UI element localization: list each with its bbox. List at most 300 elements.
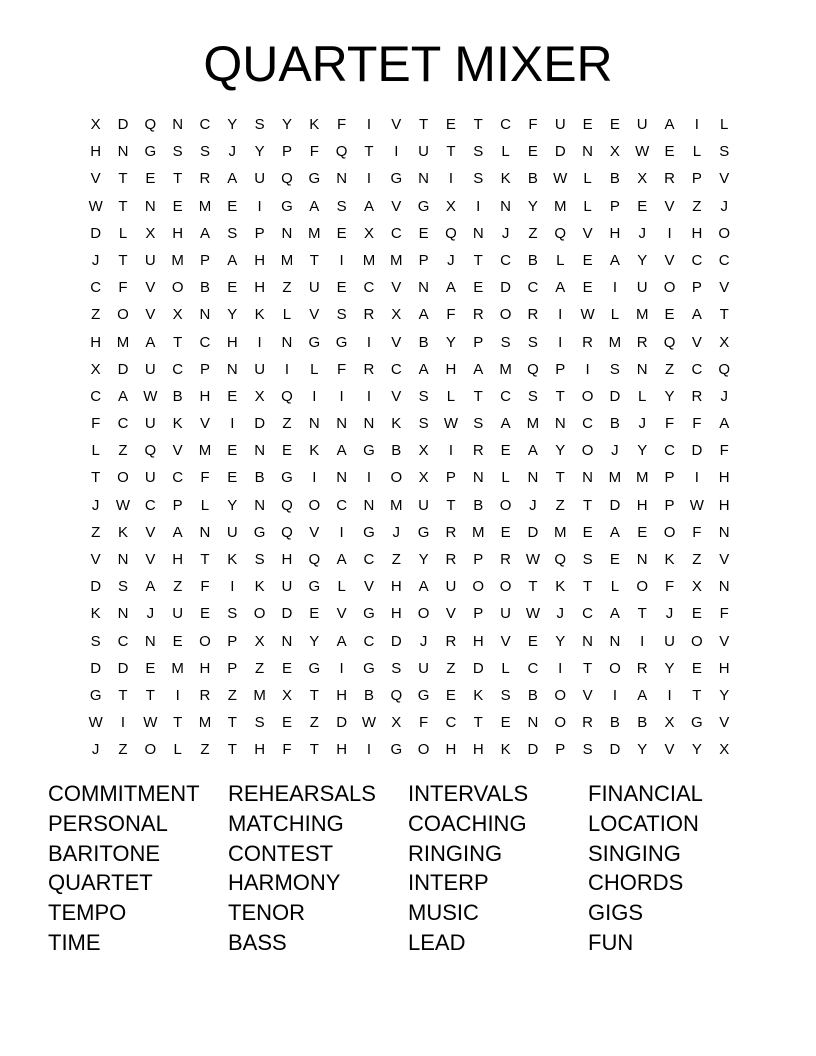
grid-letter: C: [144, 496, 156, 514]
grid-letter: D: [554, 143, 566, 161]
grid-letter: T: [473, 714, 483, 732]
grid-letter: V: [172, 442, 183, 460]
grid-letter: N: [472, 469, 484, 487]
word-column: [48, 779, 228, 958]
grid-letter: C: [664, 442, 675, 460]
grid-letter: C: [691, 360, 703, 378]
grid-letter: O: [171, 279, 184, 297]
grid-letter: P: [254, 224, 265, 242]
grid-letter: G: [363, 442, 375, 460]
grid-letter: B: [199, 279, 210, 297]
grid-letter: I: [612, 279, 617, 297]
grid-letter: E: [582, 116, 593, 133]
grid-letter: G: [308, 333, 321, 351]
grid-letter: Y: [637, 251, 648, 269]
grid-letter: N: [582, 469, 593, 487]
grid-letter: V: [719, 632, 730, 650]
grid-letter: A: [199, 224, 210, 242]
grid-letter: I: [366, 387, 372, 405]
grid-letter: E: [445, 686, 456, 704]
grid-letter: X: [418, 469, 429, 487]
grid-letter: M: [472, 523, 485, 541]
grid-letter: F: [719, 605, 729, 623]
grid-letter: G: [253, 523, 266, 541]
grid-letter: T: [582, 659, 593, 677]
grid-letter: O: [472, 578, 485, 596]
grid-letter: N: [527, 714, 539, 732]
grid-letter: L: [610, 306, 620, 324]
grid-letter: B: [473, 496, 484, 514]
grid-letter: A: [145, 333, 156, 351]
grid-letter: W: [689, 496, 704, 514]
grid-letter: S: [227, 605, 238, 623]
grid-letter: W: [115, 496, 131, 514]
grid-letter: V: [336, 605, 347, 623]
grid-letter: Q: [554, 224, 567, 242]
grid-letter: L: [556, 251, 565, 269]
grid-letter: T: [473, 116, 483, 133]
grid-letter: T: [309, 686, 319, 704]
grid-letter: A: [309, 197, 320, 215]
grid-letter: X: [609, 143, 620, 161]
grid-letter: V: [582, 224, 593, 242]
grid-letter: S: [473, 170, 484, 188]
grid-letter: L: [583, 197, 592, 215]
grid-letter: G: [308, 170, 321, 188]
grid-row: [82, 111, 738, 138]
grid-letter: U: [445, 578, 457, 596]
grid-letter: T: [364, 143, 374, 161]
grid-letter: C: [390, 224, 402, 242]
grid-letter: W: [635, 143, 650, 161]
grid-letter: K: [172, 415, 183, 433]
grid-letter: O: [663, 279, 676, 297]
grid-letter: F: [692, 523, 702, 541]
grid-letter: S: [90, 632, 101, 650]
grid-letter: U: [144, 251, 156, 269]
grid-letter: V: [363, 578, 374, 596]
grid-letter: D: [390, 632, 402, 650]
grid-letter: X: [719, 333, 730, 351]
word-list-item: HARMONY: [228, 870, 341, 896]
grid-letter: L: [501, 469, 510, 487]
grid-letter: L: [720, 116, 729, 133]
grid-letter: E: [199, 605, 210, 623]
grid-row: [82, 628, 738, 655]
grid-letter: Z: [91, 523, 101, 541]
grid-letter: D: [500, 279, 511, 297]
grid-letter: P: [227, 659, 238, 677]
grid-letter: K: [500, 170, 511, 188]
grid-letter: B: [172, 387, 183, 405]
grid-letter: I: [120, 714, 126, 732]
grid-letter: O: [499, 578, 512, 596]
grid-letter: O: [636, 578, 649, 596]
grid-letter: S: [117, 578, 128, 596]
grid-letter: O: [663, 523, 676, 541]
grid-letter: T: [118, 197, 128, 215]
grid-letter: V: [391, 333, 402, 351]
grid-row: [82, 329, 738, 356]
grid-letter: Y: [664, 659, 675, 677]
grid-letter: F: [692, 415, 702, 433]
grid-letter: U: [226, 523, 238, 541]
grid-letter: N: [281, 333, 293, 351]
grid-letter: E: [309, 605, 320, 623]
grid-letter: N: [718, 523, 730, 541]
word-list-item: PERSONAL: [48, 810, 168, 836]
grid-letter: E: [500, 442, 511, 460]
grid-letter: Q: [144, 116, 157, 133]
grid-letter: L: [501, 143, 510, 161]
grid-letter: I: [667, 224, 672, 242]
grid-row: [82, 383, 738, 410]
grid-letter: Z: [309, 714, 319, 732]
grid-letter: J: [556, 605, 564, 623]
grid-letter: J: [720, 387, 728, 405]
grid-letter: H: [636, 496, 648, 514]
grid-letter: Y: [281, 116, 292, 133]
letter-grid: [82, 111, 738, 764]
grid-letter: F: [118, 279, 128, 297]
grid-letter: I: [558, 333, 563, 351]
grid-letter: L: [583, 170, 592, 188]
grid-letter: U: [418, 659, 430, 677]
grid-letter: J: [665, 605, 674, 623]
grid-letter: D: [609, 496, 621, 514]
grid-letter: E: [664, 143, 675, 161]
grid-letter: C: [445, 714, 457, 732]
grid-letter: W: [143, 387, 158, 405]
grid-letter: C: [199, 116, 211, 133]
grid-letter: A: [117, 387, 128, 405]
grid-letter: K: [500, 741, 511, 759]
grid-letter: L: [446, 387, 456, 405]
grid-letter: Q: [663, 333, 676, 351]
grid-letter: E: [691, 659, 702, 677]
grid-letter: X: [145, 224, 156, 242]
grid-letter: X: [363, 224, 374, 242]
grid-letter: V: [391, 387, 402, 405]
grid-letter: I: [394, 143, 399, 161]
grid-letter: E: [336, 224, 347, 242]
grid-letter: Q: [554, 551, 567, 568]
grid-letter: M: [171, 251, 184, 269]
grid-letter: I: [448, 170, 454, 188]
grid-letter: V: [719, 551, 730, 568]
grid-letter: D: [117, 116, 129, 133]
word-list-item: CHORDS: [588, 870, 684, 896]
word-list-item: REHEARSALS: [228, 781, 376, 806]
grid-letter: H: [390, 578, 402, 596]
grid-letter: N: [336, 170, 348, 188]
grid-letter: M: [499, 360, 512, 378]
grid-letter: T: [200, 551, 210, 568]
grid-letter: M: [553, 197, 567, 215]
grid-letter: Q: [718, 360, 731, 378]
grid-letter: A: [227, 251, 238, 269]
grid-letter: Y: [637, 442, 648, 460]
grid-letter: W: [443, 415, 459, 433]
grid-letter: T: [719, 306, 729, 324]
grid-letter: G: [308, 659, 321, 677]
grid-letter: D: [472, 659, 484, 677]
grid-letter: K: [391, 415, 402, 433]
grid-letter: F: [91, 415, 101, 433]
grid-letter: T: [528, 578, 538, 596]
grid-letter: A: [172, 523, 183, 541]
word-list-item: SINGING: [588, 840, 681, 866]
grid-letter: V: [391, 197, 402, 215]
grid-letter: K: [309, 442, 320, 460]
grid-letter: A: [418, 360, 429, 378]
grid-letter: D: [90, 224, 102, 242]
grid-letter: T: [173, 333, 183, 351]
grid-letter: G: [308, 578, 321, 596]
grid-letter: E: [227, 279, 238, 297]
grid-letter: C: [117, 415, 129, 433]
grid-letter: R: [527, 306, 539, 324]
grid-letter: G: [691, 714, 703, 732]
grid-letter: I: [558, 306, 563, 324]
grid-letter: R: [472, 442, 484, 460]
grid-letter: M: [198, 197, 212, 215]
grid-letter: G: [281, 197, 293, 215]
grid-row: [82, 655, 738, 682]
grid-letter: D: [117, 659, 129, 677]
grid-letter: G: [363, 523, 375, 541]
grid-letter: P: [473, 551, 484, 568]
grid-letter: A: [637, 686, 648, 704]
grid-letter: U: [418, 143, 430, 161]
grid-letter: Y: [309, 632, 320, 650]
grid-letter: P: [555, 741, 566, 759]
grid-letter: K: [254, 306, 265, 324]
grid-letter: V: [199, 415, 210, 433]
grid-letter: P: [199, 360, 210, 378]
grid-letter: E: [145, 170, 156, 188]
grid-letter: C: [172, 469, 184, 487]
grid-letter: Y: [227, 496, 238, 514]
grid-letter: K: [664, 551, 675, 568]
grid-letter: L: [310, 360, 319, 378]
grid-letter: N: [117, 605, 129, 623]
grid-letter: M: [390, 251, 403, 269]
grid-letter: L: [173, 741, 182, 759]
grid-letter: H: [472, 632, 484, 650]
grid-letter: G: [417, 523, 430, 541]
word-list-item: FUN: [588, 929, 634, 955]
grid-letter: A: [145, 578, 156, 596]
grid-letter: U: [144, 469, 156, 487]
grid-letter: V: [664, 741, 675, 759]
grid-letter: T: [582, 578, 593, 596]
grid-letter: I: [175, 686, 180, 704]
grid-letter: S: [336, 306, 347, 324]
grid-letter: C: [582, 415, 593, 433]
grid-letter: N: [363, 415, 375, 433]
grid-letter: N: [336, 469, 348, 487]
grid-letter: Z: [555, 496, 565, 514]
grid-letter: A: [227, 170, 238, 188]
grid-letter: U: [554, 116, 566, 133]
grid-letter: J: [91, 251, 100, 269]
grid-letter: Y: [691, 741, 702, 759]
grid-row: [82, 301, 738, 328]
grid-letter: B: [254, 469, 265, 487]
grid-letter: T: [173, 170, 183, 188]
grid-letter: G: [417, 197, 430, 215]
grid-letter: S: [609, 360, 620, 378]
grid-letter: P: [691, 279, 702, 297]
grid-letter: H: [199, 659, 211, 677]
grid-letter: J: [91, 741, 100, 759]
grid-row: [82, 356, 738, 383]
grid-letter: Y: [445, 333, 456, 351]
grid-letter: I: [667, 686, 672, 704]
grid-letter: X: [445, 197, 456, 215]
grid-letter: S: [418, 415, 429, 433]
grid-letter: V: [719, 279, 730, 297]
grid-letter: E: [500, 714, 511, 732]
grid-letter: E: [445, 116, 456, 133]
grid-letter: I: [558, 659, 563, 677]
grid-letter: N: [636, 360, 648, 378]
grid-letter: Y: [719, 686, 730, 704]
grid-letter: O: [691, 632, 703, 650]
grid-letter: K: [254, 578, 265, 596]
grid-letter: R: [363, 360, 375, 378]
grid-letter: B: [527, 686, 538, 704]
grid-letter: G: [390, 170, 403, 188]
grid-letter: M: [390, 496, 403, 514]
grid-letter: C: [718, 251, 730, 269]
page-title: QUARTET MIXER: [203, 36, 613, 92]
grid-letter: O: [117, 306, 129, 324]
grid-letter: D: [90, 578, 102, 596]
grid-letter: D: [527, 741, 539, 759]
grid-letter: H: [254, 251, 266, 269]
grid-letter: Q: [308, 551, 321, 568]
grid-letter: H: [199, 387, 211, 405]
grid-letter: U: [418, 496, 430, 514]
grid-letter: N: [636, 551, 648, 568]
grid-letter: C: [582, 605, 593, 623]
grid-letter: F: [337, 116, 347, 133]
grid-letter: P: [609, 197, 620, 215]
grid-letter: G: [281, 469, 293, 487]
grid-letter: H: [718, 659, 730, 677]
grid-letter: T: [555, 469, 565, 487]
grid-letter: S: [199, 143, 210, 161]
grid-letter: N: [144, 197, 156, 215]
grid-letter: N: [418, 279, 430, 297]
grid-letter: I: [230, 578, 235, 596]
grid-letter: I: [366, 116, 372, 133]
grid-letter: E: [227, 469, 238, 487]
grid-letter: O: [581, 387, 594, 405]
grid-letter: Q: [390, 686, 403, 704]
grid-letter: E: [281, 714, 292, 732]
grid-letter: O: [581, 442, 594, 460]
grid-letter: Y: [555, 632, 566, 650]
grid-letter: C: [90, 279, 102, 297]
grid-letter: N: [308, 415, 320, 433]
grid-letter: I: [476, 197, 481, 215]
grid-letter: Z: [200, 741, 210, 759]
grid-letter: E: [145, 659, 156, 677]
grid-letter: A: [418, 578, 429, 596]
grid-letter: E: [637, 523, 648, 541]
grid-letter: N: [199, 306, 211, 324]
grid-letter: A: [609, 605, 620, 623]
grid-letter: S: [582, 551, 593, 568]
grid-letter: G: [335, 333, 348, 351]
word-list-item: COACHING: [408, 810, 527, 836]
grid-letter: L: [118, 224, 128, 242]
grid-letter: E: [172, 197, 183, 215]
grid-letter: I: [612, 686, 617, 704]
grid-letter: E: [227, 197, 238, 215]
grid-letter: A: [609, 523, 620, 541]
grid-letter: X: [281, 686, 292, 704]
word-list-item: RINGING: [408, 840, 503, 866]
grid-letter: H: [226, 333, 238, 351]
grid-letter: A: [691, 306, 702, 324]
grid-letter: L: [638, 387, 647, 405]
word-list-item: BARITONE: [48, 840, 161, 866]
grid-letter: F: [200, 469, 210, 487]
word-list-item: QUARTET: [48, 870, 153, 896]
grid-letter: T: [118, 170, 128, 188]
grid-letter: T: [692, 686, 702, 704]
grid-letter: Y: [664, 387, 675, 405]
grid-letter: S: [172, 143, 183, 161]
grid-letter: Z: [664, 360, 675, 378]
grid-letter: X: [664, 714, 675, 732]
grid-letter: O: [499, 306, 512, 324]
grid-letter: H: [172, 551, 184, 568]
grid-letter: N: [418, 170, 430, 188]
grid-row: [82, 220, 738, 247]
grid-letter: S: [500, 333, 511, 351]
grid-letter: J: [392, 523, 401, 541]
grid-letter: T: [309, 741, 319, 759]
grid-letter: K: [309, 116, 320, 133]
grid-letter: Z: [446, 659, 456, 677]
grid-letter: A: [664, 116, 675, 133]
grid-letter: G: [390, 741, 403, 759]
grid-letter: C: [527, 659, 539, 677]
grid-letter: Y: [527, 197, 538, 215]
grid-letter: A: [500, 415, 511, 433]
grid-letter: T: [446, 496, 456, 514]
grid-letter: R: [691, 387, 703, 405]
grid-letter: P: [664, 469, 675, 487]
grid-letter: I: [448, 442, 454, 460]
grid-letter: S: [473, 143, 484, 161]
grid-letter: D: [281, 605, 293, 623]
grid-letter: C: [199, 333, 211, 351]
grid-letter: U: [144, 360, 156, 378]
grid-letter: C: [527, 279, 539, 297]
grid-row: [82, 437, 738, 464]
grid-letter: O: [417, 741, 430, 759]
grid-letter: Z: [118, 442, 128, 460]
grid-letter: O: [554, 686, 567, 704]
grid-letter: C: [336, 496, 348, 514]
grid-letter: Y: [227, 306, 238, 324]
